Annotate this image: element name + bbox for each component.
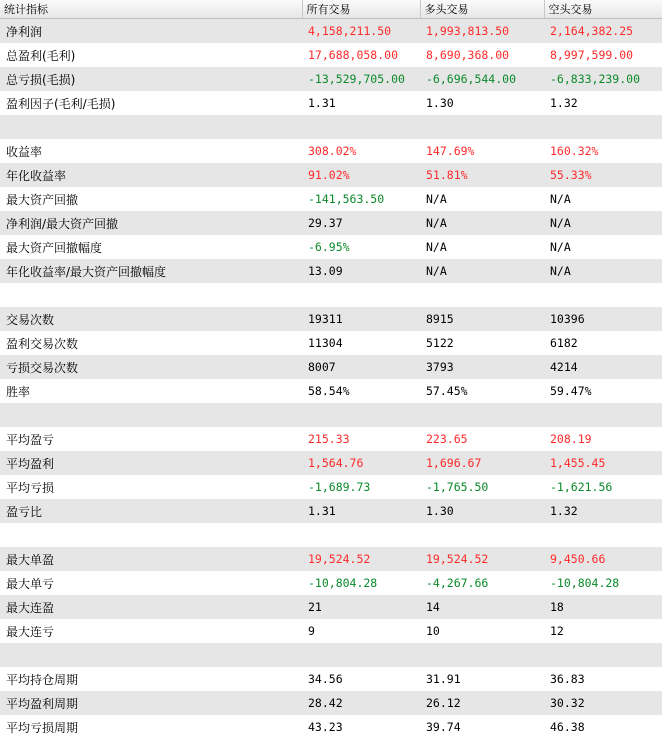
value-long-trades: 8915 <box>420 307 544 331</box>
value-short-trades: N/A <box>544 235 662 259</box>
empty-cell <box>544 115 662 139</box>
value-short-trades: 1.32 <box>544 499 662 523</box>
metric-label: 最大单盈 <box>0 547 302 571</box>
table-row <box>0 667 662 691</box>
value-short-trades: 55.33% <box>544 163 662 187</box>
table-row <box>0 427 662 451</box>
metric-label: 总亏损(毛损) <box>0 67 302 91</box>
empty-cell <box>0 643 302 667</box>
metric-label: 平均亏损周期 <box>0 715 302 739</box>
value-long-trades: 19,524.52 <box>420 547 544 571</box>
value-short-trades: -6,833,239.00 <box>544 67 662 91</box>
table-header-row <box>0 0 662 19</box>
table-row <box>0 355 662 379</box>
value-all-trades: -6.95% <box>302 235 420 259</box>
value-short-trades: N/A <box>544 259 662 283</box>
value-short-trades: 59.47% <box>544 379 662 403</box>
value-all-trades: 29.37 <box>302 211 420 235</box>
empty-cell <box>302 643 420 667</box>
value-long-trades: N/A <box>420 187 544 211</box>
empty-cell <box>302 523 420 547</box>
spacer-row <box>0 523 662 547</box>
empty-cell <box>0 115 302 139</box>
table-row <box>0 379 662 403</box>
empty-cell <box>420 115 544 139</box>
value-all-trades: 21 <box>302 595 420 619</box>
value-all-trades: 34.56 <box>302 667 420 691</box>
metric-label: 最大连盈 <box>0 595 302 619</box>
value-long-trades: N/A <box>420 211 544 235</box>
empty-cell <box>302 403 420 427</box>
empty-cell <box>420 643 544 667</box>
metric-label: 平均盈利 <box>0 451 302 475</box>
value-long-trades: N/A <box>420 259 544 283</box>
spacer-row <box>0 643 662 667</box>
value-long-trades: 1.30 <box>420 499 544 523</box>
table-row <box>0 571 662 595</box>
value-short-trades: 30.32 <box>544 691 662 715</box>
empty-cell <box>544 403 662 427</box>
empty-cell <box>420 283 544 307</box>
value-all-trades: 58.54% <box>302 379 420 403</box>
value-long-trades: 39.74 <box>420 715 544 739</box>
table-row <box>0 211 662 235</box>
value-short-trades: 46.38 <box>544 715 662 739</box>
value-long-trades: 3793 <box>420 355 544 379</box>
value-short-trades: N/A <box>544 187 662 211</box>
table-row <box>0 547 662 571</box>
value-long-trades: 1,993,813.50 <box>420 19 544 44</box>
value-all-trades: 13.09 <box>302 259 420 283</box>
value-short-trades: 18 <box>544 595 662 619</box>
value-long-trades: -1,765.50 <box>420 475 544 499</box>
metric-label: 年化收益率/最大资产回撤幅度 <box>0 259 302 283</box>
value-short-trades: 6182 <box>544 331 662 355</box>
value-short-trades: 2,164,382.25 <box>544 19 662 44</box>
metric-label: 平均盈利周期 <box>0 691 302 715</box>
value-all-trades: -10,804.28 <box>302 571 420 595</box>
table-row <box>0 187 662 211</box>
metric-label: 胜率 <box>0 379 302 403</box>
value-long-trades: 1.30 <box>420 91 544 115</box>
table-row <box>0 451 662 475</box>
spacer-row <box>0 403 662 427</box>
value-short-trades: 4214 <box>544 355 662 379</box>
value-long-trades: 5122 <box>420 331 544 355</box>
value-all-trades: 4,158,211.50 <box>302 19 420 44</box>
table-row <box>0 331 662 355</box>
value-all-trades: 1.31 <box>302 91 420 115</box>
spacer-row <box>0 115 662 139</box>
value-all-trades: -141,563.50 <box>302 187 420 211</box>
metric-label: 最大连亏 <box>0 619 302 643</box>
spacer-row <box>0 283 662 307</box>
empty-cell <box>0 283 302 307</box>
value-short-trades: 12 <box>544 619 662 643</box>
value-all-trades: 91.02% <box>302 163 420 187</box>
value-short-trades: 208.19 <box>544 427 662 451</box>
value-long-trades: N/A <box>420 235 544 259</box>
value-short-trades: 36.83 <box>544 667 662 691</box>
empty-cell <box>420 523 544 547</box>
value-all-trades: -1,689.73 <box>302 475 420 499</box>
value-all-trades: 17,688,058.00 <box>302 43 420 67</box>
empty-cell <box>544 643 662 667</box>
table-body <box>0 19 662 740</box>
table-row <box>0 67 662 91</box>
metric-label: 平均亏损 <box>0 475 302 499</box>
value-all-trades: 308.02% <box>302 139 420 163</box>
value-short-trades: 8,997,599.00 <box>544 43 662 67</box>
value-all-trades: -13,529,705.00 <box>302 67 420 91</box>
value-short-trades: 10396 <box>544 307 662 331</box>
value-all-trades: 11304 <box>302 331 420 355</box>
table-row <box>0 91 662 115</box>
value-all-trades: 9 <box>302 619 420 643</box>
metric-label: 总盈利(毛利) <box>0 43 302 67</box>
empty-cell <box>544 283 662 307</box>
table-row <box>0 619 662 643</box>
value-long-trades: -4,267.66 <box>420 571 544 595</box>
table-row <box>0 475 662 499</box>
metric-label: 盈利交易次数 <box>0 331 302 355</box>
metric-label: 平均持仓周期 <box>0 667 302 691</box>
value-long-trades: 10 <box>420 619 544 643</box>
empty-cell <box>0 523 302 547</box>
value-all-trades: 19,524.52 <box>302 547 420 571</box>
metric-label: 盈利因子(毛利/毛损) <box>0 91 302 115</box>
value-short-trades: -10,804.28 <box>544 571 662 595</box>
metric-label: 最大资产回撤幅度 <box>0 235 302 259</box>
value-long-trades: 51.81% <box>420 163 544 187</box>
value-long-trades: 1,696.67 <box>420 451 544 475</box>
table-row <box>0 499 662 523</box>
table-row <box>0 691 662 715</box>
value-all-trades: 215.33 <box>302 427 420 451</box>
value-short-trades: 9,450.66 <box>544 547 662 571</box>
header-long-trades[interactable]: 多头交易 <box>420 0 544 19</box>
value-all-trades: 1,564.76 <box>302 451 420 475</box>
value-short-trades: 160.32% <box>544 139 662 163</box>
metric-label: 平均盈亏 <box>0 427 302 451</box>
empty-cell <box>302 283 420 307</box>
value-long-trades: -6,696,544.00 <box>420 67 544 91</box>
table-row <box>0 595 662 619</box>
value-long-trades: 147.69% <box>420 139 544 163</box>
table-row <box>0 235 662 259</box>
metric-label: 年化收益率 <box>0 163 302 187</box>
empty-cell <box>544 523 662 547</box>
value-short-trades: -1,621.56 <box>544 475 662 499</box>
metric-label: 亏损交易次数 <box>0 355 302 379</box>
value-all-trades: 43.23 <box>302 715 420 739</box>
metric-label: 盈亏比 <box>0 499 302 523</box>
value-long-trades: 8,690,368.00 <box>420 43 544 67</box>
value-all-trades: 8007 <box>302 355 420 379</box>
header-all-trades[interactable]: 所有交易 <box>302 0 420 19</box>
value-short-trades: 1.32 <box>544 91 662 115</box>
value-long-trades: 223.65 <box>420 427 544 451</box>
metric-label: 净利润/最大资产回撤 <box>0 211 302 235</box>
value-all-trades: 1.31 <box>302 499 420 523</box>
value-all-trades: 28.42 <box>302 691 420 715</box>
metric-label: 最大资产回撤 <box>0 187 302 211</box>
metric-label: 交易次数 <box>0 307 302 331</box>
value-all-trades: 19311 <box>302 307 420 331</box>
empty-cell <box>420 403 544 427</box>
empty-cell <box>0 403 302 427</box>
metric-label: 净利润 <box>0 19 302 44</box>
value-long-trades: 31.91 <box>420 667 544 691</box>
value-short-trades: N/A <box>544 211 662 235</box>
table-row <box>0 715 662 739</box>
table-row <box>0 163 662 187</box>
table-row <box>0 307 662 331</box>
table-row <box>0 139 662 163</box>
header-short-trades[interactable]: 空头交易 <box>544 0 662 19</box>
table-row <box>0 43 662 67</box>
header-metric[interactable]: 统计指标 <box>0 0 302 19</box>
value-short-trades: 1,455.45 <box>544 451 662 475</box>
value-long-trades: 26.12 <box>420 691 544 715</box>
table-row <box>0 19 662 44</box>
metric-label: 最大单亏 <box>0 571 302 595</box>
value-long-trades: 14 <box>420 595 544 619</box>
empty-cell <box>302 115 420 139</box>
table-row <box>0 259 662 283</box>
metric-label: 收益率 <box>0 139 302 163</box>
value-long-trades: 57.45% <box>420 379 544 403</box>
